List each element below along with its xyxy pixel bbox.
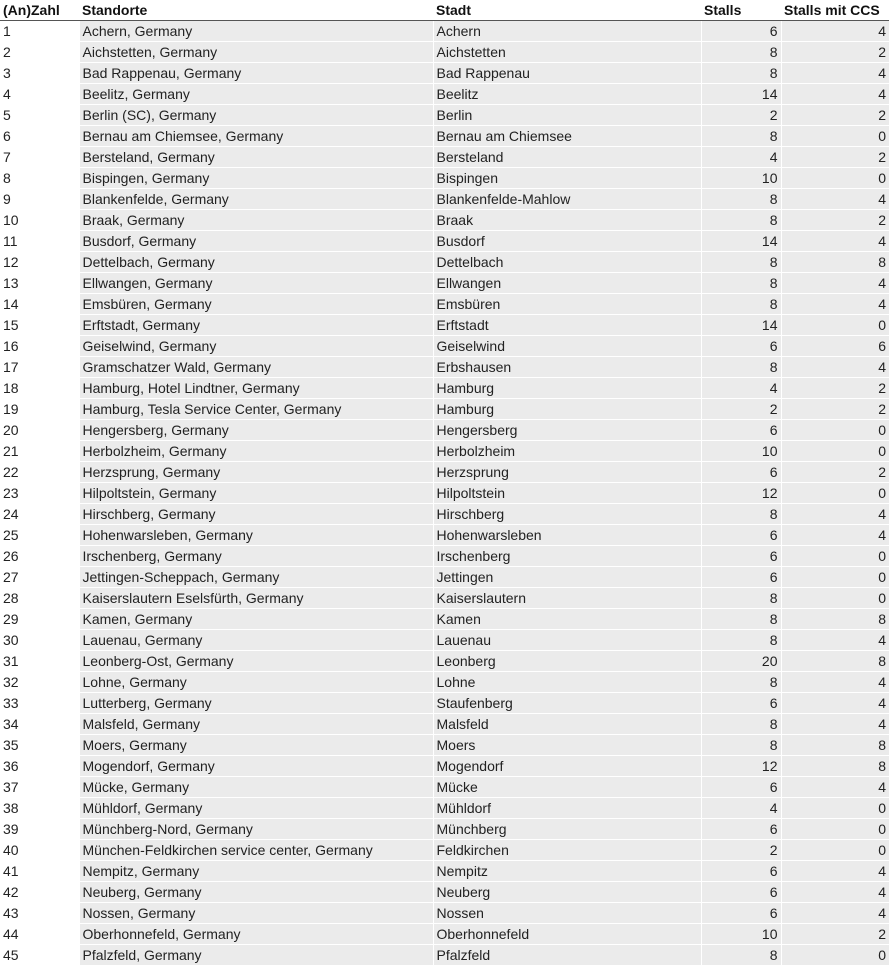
cell-city[interactable]: Blankenfelde-Mahlow xyxy=(433,189,701,210)
cell-count[interactable]: 32 xyxy=(0,672,79,693)
cell-location[interactable]: Bad Rappenau, Germany xyxy=(79,63,433,84)
cell-city[interactable]: Dettelbach xyxy=(433,252,701,273)
header-count[interactable]: (An)Zahl xyxy=(0,0,79,21)
cell-city[interactable]: Neuberg xyxy=(433,882,701,903)
cell-count[interactable]: 24 xyxy=(0,504,79,525)
table-row xyxy=(0,924,889,945)
cell-location[interactable]: Pfalzfeld, Germany xyxy=(79,945,433,966)
cell-count[interactable]: 6 xyxy=(0,126,79,147)
cell-stalls-ccs[interactable]: 8 xyxy=(781,756,889,777)
cell-stalls-ccs[interactable]: 4 xyxy=(781,63,889,84)
table-row xyxy=(0,735,889,756)
cell-city[interactable]: Emsbüren xyxy=(433,294,701,315)
cell-city[interactable]: Mücke xyxy=(433,777,701,798)
cell-city[interactable]: Hengersberg xyxy=(433,420,701,441)
cell-count[interactable]: 3 xyxy=(0,63,79,84)
cell-stalls-ccs[interactable]: 8 xyxy=(781,651,889,672)
table-row xyxy=(0,84,889,105)
cell-count[interactable]: 15 xyxy=(0,315,79,336)
cell-location[interactable]: Dettelbach, Germany xyxy=(79,252,433,273)
table-row xyxy=(0,378,889,399)
cell-stalls-ccs[interactable]: 0 xyxy=(781,819,889,840)
cell-location[interactable]: Hamburg, Hotel Lindtner, Germany xyxy=(79,378,433,399)
cell-stalls[interactable]: 4 xyxy=(701,147,781,168)
cell-location[interactable]: Nossen, Germany xyxy=(79,903,433,924)
cell-city[interactable]: Hamburg xyxy=(433,399,701,420)
cell-count[interactable]: 35 xyxy=(0,735,79,756)
cell-stalls-ccs[interactable]: 4 xyxy=(781,504,889,525)
cell-location[interactable]: Aichstetten, Germany xyxy=(79,42,433,63)
cell-stalls-ccs[interactable]: 0 xyxy=(781,567,889,588)
cell-stalls[interactable]: 8 xyxy=(701,630,781,651)
cell-count[interactable]: 28 xyxy=(0,588,79,609)
cell-location[interactable]: Mogendorf, Germany xyxy=(79,756,433,777)
cell-stalls[interactable]: 10 xyxy=(701,441,781,462)
cell-stalls-ccs[interactable]: 4 xyxy=(781,882,889,903)
table-row xyxy=(0,294,889,315)
cell-city[interactable]: Berlin xyxy=(433,105,701,126)
cell-count[interactable]: 33 xyxy=(0,693,79,714)
cell-location[interactable]: Bersteland, Germany xyxy=(79,147,433,168)
cell-location[interactable]: Herbolzheim, Germany xyxy=(79,441,433,462)
cell-city[interactable]: Pfalzfeld xyxy=(433,945,701,966)
cell-stalls-ccs[interactable]: 0 xyxy=(781,945,889,966)
cell-count[interactable]: 25 xyxy=(0,525,79,546)
cell-count[interactable]: 2 xyxy=(0,42,79,63)
cell-count[interactable]: 23 xyxy=(0,483,79,504)
table-row xyxy=(0,777,889,798)
cell-stalls-ccs[interactable]: 4 xyxy=(781,294,889,315)
cell-stalls[interactable]: 4 xyxy=(701,378,781,399)
table-header xyxy=(0,0,889,21)
cell-city[interactable]: Achern xyxy=(433,21,701,42)
cell-stalls[interactable]: 12 xyxy=(701,756,781,777)
cell-city[interactable]: Geiselwind xyxy=(433,336,701,357)
cell-count[interactable]: 1 xyxy=(0,21,79,42)
cell-stalls[interactable]: 8 xyxy=(701,735,781,756)
table-row xyxy=(0,189,889,210)
cell-stalls[interactable]: 6 xyxy=(701,903,781,924)
table-row xyxy=(0,630,889,651)
cell-count[interactable]: 18 xyxy=(0,378,79,399)
cell-stalls-ccs[interactable]: 2 xyxy=(781,378,889,399)
cell-location[interactable]: Kamen, Germany xyxy=(79,609,433,630)
cell-location[interactable]: Beelitz, Germany xyxy=(79,84,433,105)
cell-count[interactable]: 7 xyxy=(0,147,79,168)
cell-location[interactable]: Neuberg, Germany xyxy=(79,882,433,903)
cell-city[interactable]: Lauenau xyxy=(433,630,701,651)
cell-stalls-ccs[interactable]: 4 xyxy=(781,525,889,546)
table-row xyxy=(0,525,889,546)
cell-city[interactable]: Hohenwarsleben xyxy=(433,525,701,546)
cell-location[interactable]: Bernau am Chiemsee, Germany xyxy=(79,126,433,147)
cell-city[interactable]: Ellwangen xyxy=(433,273,701,294)
cell-count[interactable]: 36 xyxy=(0,756,79,777)
cell-location[interactable]: Busdorf, Germany xyxy=(79,231,433,252)
cell-stalls-ccs[interactable]: 8 xyxy=(781,252,889,273)
cell-location[interactable]: Braak, Germany xyxy=(79,210,433,231)
table-row xyxy=(0,126,889,147)
cell-stalls-ccs[interactable]: 4 xyxy=(781,903,889,924)
table-row xyxy=(0,882,889,903)
cell-count[interactable]: 9 xyxy=(0,189,79,210)
cell-stalls[interactable]: 6 xyxy=(701,21,781,42)
table-row xyxy=(0,567,889,588)
cell-location[interactable]: Leonberg-Ost, Germany xyxy=(79,651,433,672)
cell-stalls-ccs[interactable]: 0 xyxy=(781,441,889,462)
table-row xyxy=(0,252,889,273)
cell-stalls[interactable]: 14 xyxy=(701,231,781,252)
cell-stalls-ccs[interactable]: 2 xyxy=(781,924,889,945)
header-stalls-ccs[interactable]: Stalls mit CCS xyxy=(781,0,889,21)
table-row xyxy=(0,819,889,840)
cell-location[interactable]: Hirschberg, Germany xyxy=(79,504,433,525)
cell-count[interactable]: 17 xyxy=(0,357,79,378)
cell-city[interactable]: Hilpoltstein xyxy=(433,483,701,504)
cell-stalls[interactable]: 2 xyxy=(701,840,781,861)
table-row xyxy=(0,483,889,504)
cell-city[interactable]: Mühldorf xyxy=(433,798,701,819)
cell-stalls[interactable]: 6 xyxy=(701,546,781,567)
cell-count[interactable]: 5 xyxy=(0,105,79,126)
cell-stalls-ccs[interactable]: 4 xyxy=(781,777,889,798)
cell-location[interactable]: Mühldorf, Germany xyxy=(79,798,433,819)
cell-count[interactable]: 43 xyxy=(0,903,79,924)
table-row xyxy=(0,42,889,63)
cell-city[interactable]: Bispingen xyxy=(433,168,701,189)
cell-stalls-ccs[interactable]: 8 xyxy=(781,609,889,630)
cell-count[interactable]: 14 xyxy=(0,294,79,315)
cell-location[interactable]: Geiselwind, Germany xyxy=(79,336,433,357)
cell-location[interactable]: Moers, Germany xyxy=(79,735,433,756)
cell-stalls[interactable]: 8 xyxy=(701,42,781,63)
cell-stalls-ccs[interactable]: 4 xyxy=(781,84,889,105)
header-location[interactable]: Standorte xyxy=(79,0,433,21)
cell-location[interactable]: Bispingen, Germany xyxy=(79,168,433,189)
cell-count[interactable]: 38 xyxy=(0,798,79,819)
cell-stalls[interactable]: 8 xyxy=(701,588,781,609)
cell-location[interactable]: Irschenberg, Germany xyxy=(79,546,433,567)
cell-stalls[interactable]: 6 xyxy=(701,336,781,357)
cell-count[interactable]: 27 xyxy=(0,567,79,588)
cell-location[interactable]: Gramschatzer Wald, Germany xyxy=(79,357,433,378)
cell-city[interactable]: Nossen xyxy=(433,903,701,924)
table-row xyxy=(0,861,889,882)
cell-stalls-ccs[interactable]: 0 xyxy=(781,315,889,336)
cell-stalls[interactable]: 8 xyxy=(701,294,781,315)
table-row xyxy=(0,315,889,336)
table-row xyxy=(0,168,889,189)
cell-location[interactable]: Hilpoltstein, Germany xyxy=(79,483,433,504)
cell-stalls-ccs[interactable]: 0 xyxy=(781,420,889,441)
cell-stalls-ccs[interactable]: 2 xyxy=(781,399,889,420)
cell-stalls[interactable]: 8 xyxy=(701,357,781,378)
cell-count[interactable]: 19 xyxy=(0,399,79,420)
cell-location[interactable]: Hengersberg, Germany xyxy=(79,420,433,441)
cell-city[interactable]: Braak xyxy=(433,210,701,231)
cell-stalls-ccs[interactable]: 8 xyxy=(781,735,889,756)
header-stalls[interactable]: Stalls xyxy=(701,0,781,21)
cell-location[interactable]: München-Feldkirchen service center, Germany xyxy=(79,840,433,861)
cell-location[interactable]: Münchberg-Nord, Germany xyxy=(79,819,433,840)
cell-city[interactable]: Bad Rappenau xyxy=(433,63,701,84)
cell-stalls[interactable]: 6 xyxy=(701,693,781,714)
table-row xyxy=(0,609,889,630)
cell-stalls-ccs[interactable]: 2 xyxy=(781,147,889,168)
cell-count[interactable]: 12 xyxy=(0,252,79,273)
table-row xyxy=(0,357,889,378)
cell-stalls[interactable]: 10 xyxy=(701,168,781,189)
cell-stalls[interactable]: 10 xyxy=(701,924,781,945)
cell-stalls-ccs[interactable]: 0 xyxy=(781,483,889,504)
cell-city[interactable]: Lohne xyxy=(433,672,701,693)
cell-city[interactable]: Kaiserslautern xyxy=(433,588,701,609)
cell-location[interactable]: Lutterberg, Germany xyxy=(79,693,433,714)
cell-city[interactable]: Beelitz xyxy=(433,84,701,105)
cell-location[interactable]: Malsfeld, Germany xyxy=(79,714,433,735)
cell-stalls[interactable]: 8 xyxy=(701,189,781,210)
cell-location[interactable]: Lohne, Germany xyxy=(79,672,433,693)
cell-stalls-ccs[interactable]: 2 xyxy=(781,210,889,231)
cell-city[interactable]: Herbolzheim xyxy=(433,441,701,462)
table-row xyxy=(0,840,889,861)
table-row xyxy=(0,756,889,777)
cell-location[interactable]: Berlin (SC), Germany xyxy=(79,105,433,126)
cell-stalls-ccs[interactable]: 4 xyxy=(781,273,889,294)
cell-stalls[interactable]: 8 xyxy=(701,252,781,273)
cell-location[interactable]: Kaiserslautern Eselsfürth, Germany xyxy=(79,588,433,609)
cell-count[interactable]: 16 xyxy=(0,336,79,357)
cell-stalls-ccs[interactable]: 0 xyxy=(781,126,889,147)
cell-city[interactable]: Leonberg xyxy=(433,651,701,672)
cell-location[interactable]: Mücke, Germany xyxy=(79,777,433,798)
cell-location[interactable]: Lauenau, Germany xyxy=(79,630,433,651)
table-row xyxy=(0,399,889,420)
cell-stalls-ccs[interactable]: 4 xyxy=(781,21,889,42)
cell-count[interactable]: 30 xyxy=(0,630,79,651)
cell-stalls[interactable]: 8 xyxy=(701,273,781,294)
table-row xyxy=(0,714,889,735)
cell-location[interactable]: Achern, Germany xyxy=(79,21,433,42)
cell-stalls-ccs[interactable]: 4 xyxy=(781,693,889,714)
cell-count[interactable]: 8 xyxy=(0,168,79,189)
cell-count[interactable]: 22 xyxy=(0,462,79,483)
cell-city[interactable]: Malsfeld xyxy=(433,714,701,735)
table-row xyxy=(0,546,889,567)
cell-city[interactable]: Hirschberg xyxy=(433,504,701,525)
cell-location[interactable]: Ellwangen, Germany xyxy=(79,273,433,294)
table-row xyxy=(0,903,889,924)
table-row xyxy=(0,210,889,231)
cell-stalls[interactable]: 6 xyxy=(701,525,781,546)
cell-stalls[interactable]: 6 xyxy=(701,420,781,441)
cell-stalls-ccs[interactable]: 4 xyxy=(781,714,889,735)
cell-count[interactable]: 34 xyxy=(0,714,79,735)
table-row xyxy=(0,651,889,672)
cell-count[interactable]: 10 xyxy=(0,210,79,231)
cell-city[interactable]: Feldkirchen xyxy=(433,840,701,861)
cell-location[interactable]: Hohenwarsleben, Germany xyxy=(79,525,433,546)
cell-location[interactable]: Nempitz, Germany xyxy=(79,861,433,882)
table-body xyxy=(0,21,889,966)
cell-stalls-ccs[interactable]: 4 xyxy=(781,357,889,378)
table-row xyxy=(0,798,889,819)
cell-stalls[interactable]: 14 xyxy=(701,315,781,336)
cell-stalls-ccs[interactable]: 0 xyxy=(781,588,889,609)
cell-stalls[interactable]: 8 xyxy=(701,714,781,735)
cell-count[interactable]: 45 xyxy=(0,945,79,966)
cell-stalls[interactable]: 6 xyxy=(701,861,781,882)
table-row xyxy=(0,336,889,357)
cell-stalls[interactable]: 6 xyxy=(701,462,781,483)
table-row xyxy=(0,231,889,252)
cell-stalls-ccs[interactable]: 4 xyxy=(781,672,889,693)
table-row xyxy=(0,273,889,294)
cell-count[interactable]: 13 xyxy=(0,273,79,294)
cell-stalls[interactable]: 8 xyxy=(701,126,781,147)
cell-city[interactable]: Aichstetten xyxy=(433,42,701,63)
cell-count[interactable]: 4 xyxy=(0,84,79,105)
cell-count[interactable]: 39 xyxy=(0,819,79,840)
cell-stalls-ccs[interactable]: 2 xyxy=(781,462,889,483)
cell-city[interactable]: Bernau am Chiemsee xyxy=(433,126,701,147)
cell-count[interactable]: 20 xyxy=(0,420,79,441)
table-row xyxy=(0,588,889,609)
table-row xyxy=(0,945,889,966)
header-city[interactable]: Stadt xyxy=(433,0,701,21)
cell-city[interactable]: Bersteland xyxy=(433,147,701,168)
cell-stalls[interactable]: 8 xyxy=(701,210,781,231)
cell-location[interactable]: Jettingen-Scheppach, Germany xyxy=(79,567,433,588)
cell-city[interactable]: Hamburg xyxy=(433,378,701,399)
cell-stalls-ccs[interactable]: 4 xyxy=(781,630,889,651)
cell-location[interactable]: Erftstadt, Germany xyxy=(79,315,433,336)
table-row xyxy=(0,147,889,168)
cell-stalls[interactable]: 6 xyxy=(701,567,781,588)
cell-stalls[interactable]: 12 xyxy=(701,483,781,504)
table-row xyxy=(0,63,889,84)
cell-location[interactable]: Emsbüren, Germany xyxy=(79,294,433,315)
cell-stalls-ccs[interactable]: 4 xyxy=(781,189,889,210)
cell-stalls[interactable]: 6 xyxy=(701,777,781,798)
cell-location[interactable]: Blankenfelde, Germany xyxy=(79,189,433,210)
cell-count[interactable]: 21 xyxy=(0,441,79,462)
cell-city[interactable]: Erftstadt xyxy=(433,315,701,336)
cell-stalls-ccs[interactable]: 0 xyxy=(781,168,889,189)
cell-city[interactable]: Kamen xyxy=(433,609,701,630)
cell-stalls-ccs[interactable]: 2 xyxy=(781,105,889,126)
cell-count[interactable]: 26 xyxy=(0,546,79,567)
cell-stalls-ccs[interactable]: 4 xyxy=(781,231,889,252)
table-row xyxy=(0,420,889,441)
cell-stalls-ccs[interactable]: 4 xyxy=(781,861,889,882)
cell-city[interactable]: Mogendorf xyxy=(433,756,701,777)
cell-stalls-ccs[interactable]: 0 xyxy=(781,546,889,567)
cell-stalls-ccs[interactable]: 2 xyxy=(781,42,889,63)
table-row xyxy=(0,462,889,483)
cell-stalls[interactable]: 6 xyxy=(701,882,781,903)
cell-stalls-ccs[interactable]: 6 xyxy=(781,336,889,357)
cell-city[interactable]: Oberhonnefeld xyxy=(433,924,701,945)
cell-stalls[interactable]: 2 xyxy=(701,399,781,420)
cell-count[interactable]: 44 xyxy=(0,924,79,945)
cell-city[interactable]: Busdorf xyxy=(433,231,701,252)
cell-stalls[interactable]: 8 xyxy=(701,63,781,84)
cell-stalls[interactable]: 4 xyxy=(701,798,781,819)
cell-count[interactable]: 11 xyxy=(0,231,79,252)
cell-location[interactable]: Herzsprung, Germany xyxy=(79,462,433,483)
cell-stalls[interactable]: 8 xyxy=(701,504,781,525)
cell-stalls[interactable]: 8 xyxy=(701,609,781,630)
cell-city[interactable]: Staufenberg xyxy=(433,693,701,714)
cell-stalls[interactable]: 8 xyxy=(701,672,781,693)
cell-count[interactable]: 37 xyxy=(0,777,79,798)
cell-stalls[interactable]: 14 xyxy=(701,84,781,105)
table-row xyxy=(0,441,889,462)
cell-city[interactable]: Nempitz xyxy=(433,861,701,882)
cell-count[interactable]: 41 xyxy=(0,861,79,882)
table-row xyxy=(0,672,889,693)
table-row xyxy=(0,105,889,126)
table-row xyxy=(0,504,889,525)
cell-city[interactable]: Erbshausen xyxy=(433,357,701,378)
cell-location[interactable]: Oberhonnefeld, Germany xyxy=(79,924,433,945)
header-row xyxy=(0,0,889,21)
cell-city[interactable]: Moers xyxy=(433,735,701,756)
cell-count[interactable]: 40 xyxy=(0,840,79,861)
cell-count[interactable]: 29 xyxy=(0,609,79,630)
cell-stalls-ccs[interactable]: 0 xyxy=(781,840,889,861)
cell-count[interactable]: 42 xyxy=(0,882,79,903)
cell-stalls[interactable]: 6 xyxy=(701,819,781,840)
cell-city[interactable]: Herzsprung xyxy=(433,462,701,483)
cell-location[interactable]: Hamburg, Tesla Service Center, Germany xyxy=(79,399,433,420)
cell-stalls[interactable]: 2 xyxy=(701,105,781,126)
cell-city[interactable]: Jettingen xyxy=(433,567,701,588)
table-row xyxy=(0,693,889,714)
cell-stalls[interactable]: 8 xyxy=(701,945,781,966)
cell-city[interactable]: Münchberg xyxy=(433,819,701,840)
cell-count[interactable]: 31 xyxy=(0,651,79,672)
cell-stalls-ccs[interactable]: 0 xyxy=(781,798,889,819)
table-row xyxy=(0,21,889,42)
cell-stalls[interactable]: 20 xyxy=(701,651,781,672)
cell-city[interactable]: Irschenberg xyxy=(433,546,701,567)
